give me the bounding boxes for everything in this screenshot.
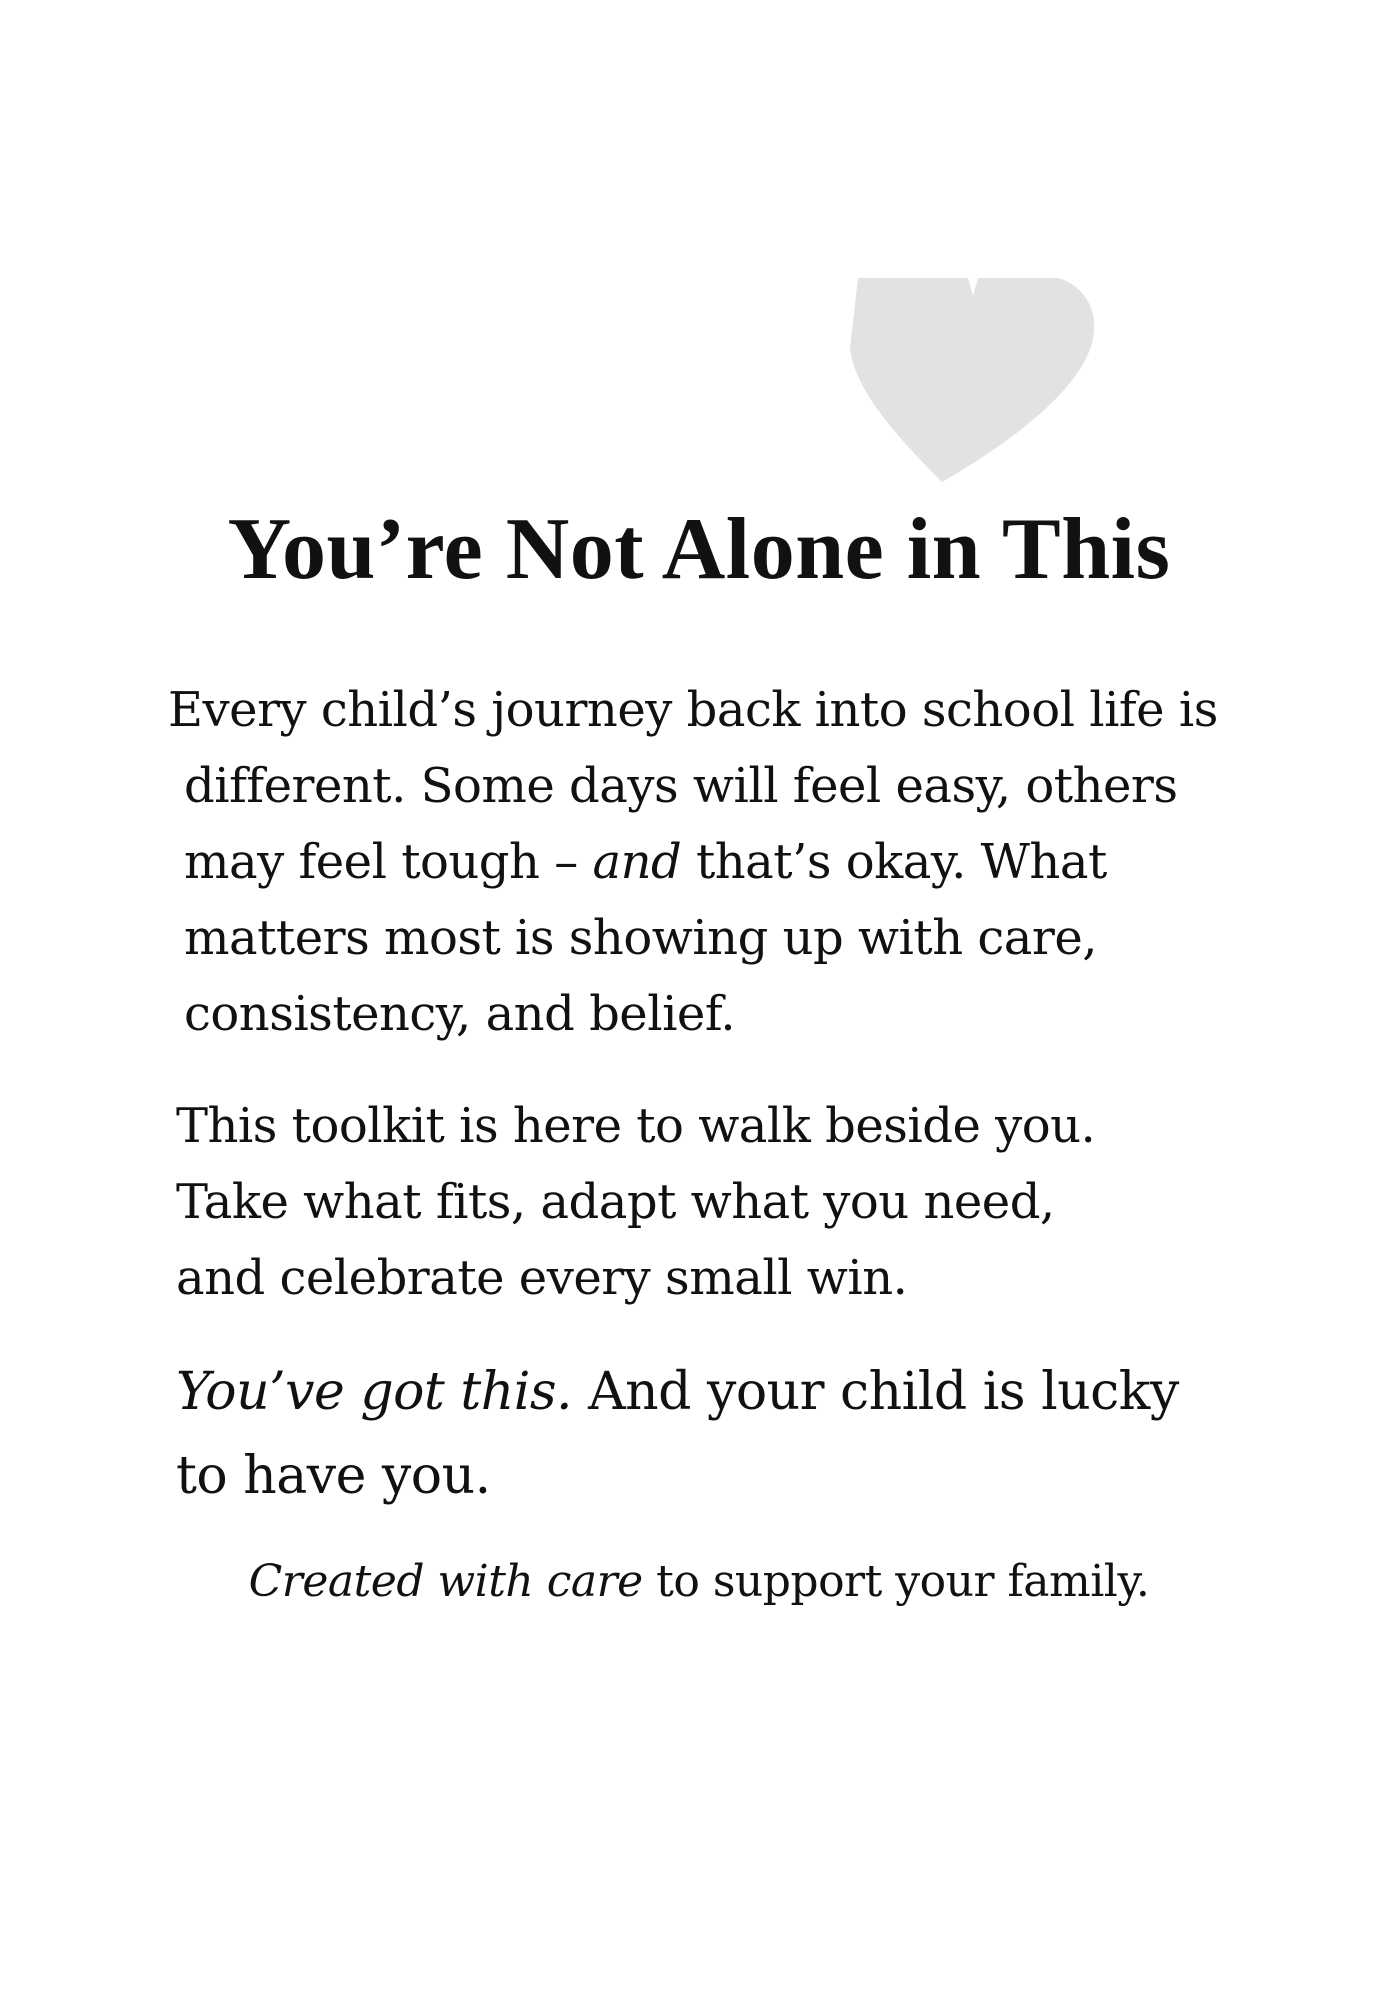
line-text: that’s okay. What [681, 834, 1107, 890]
heart-icon [848, 278, 1098, 483]
line-text: And your child is lucky [572, 1362, 1179, 1422]
emphasis-text: Created with care [248, 1556, 643, 1607]
paragraph-line [176, 1350, 1179, 1434]
intro-paragraph [168, 672, 1218, 1052]
paragraph-line: matters most is showing up with care, [184, 910, 1097, 966]
paragraph-line: to have you. [176, 1446, 491, 1506]
paragraph-line [168, 824, 1218, 900]
footer-note [0, 1552, 1398, 1612]
emphasis-text: You’ve got this. [176, 1362, 573, 1422]
paragraph-line: consistency, and belief. [184, 986, 736, 1042]
paragraph-line: and celebrate every small win. [176, 1250, 908, 1306]
paragraph-line: Every child’s journey back into school life is [168, 682, 1218, 738]
toolkit-paragraph [176, 1088, 1095, 1316]
page-title: You’re Not Alone in This [227, 501, 1171, 598]
heart-shape [850, 278, 1094, 482]
paragraph-line: different. Some days will feel easy, others [184, 758, 1178, 814]
encouragement-paragraph [176, 1350, 1179, 1518]
paragraph-line: Take what fits, adapt what you need, [176, 1174, 1055, 1230]
paragraph-line: This toolkit is here to walk beside you. [176, 1098, 1096, 1154]
emphasis-text: and [592, 834, 682, 890]
footer-text: to support your family. [642, 1556, 1150, 1607]
line-text: may feel tough – [184, 834, 593, 890]
